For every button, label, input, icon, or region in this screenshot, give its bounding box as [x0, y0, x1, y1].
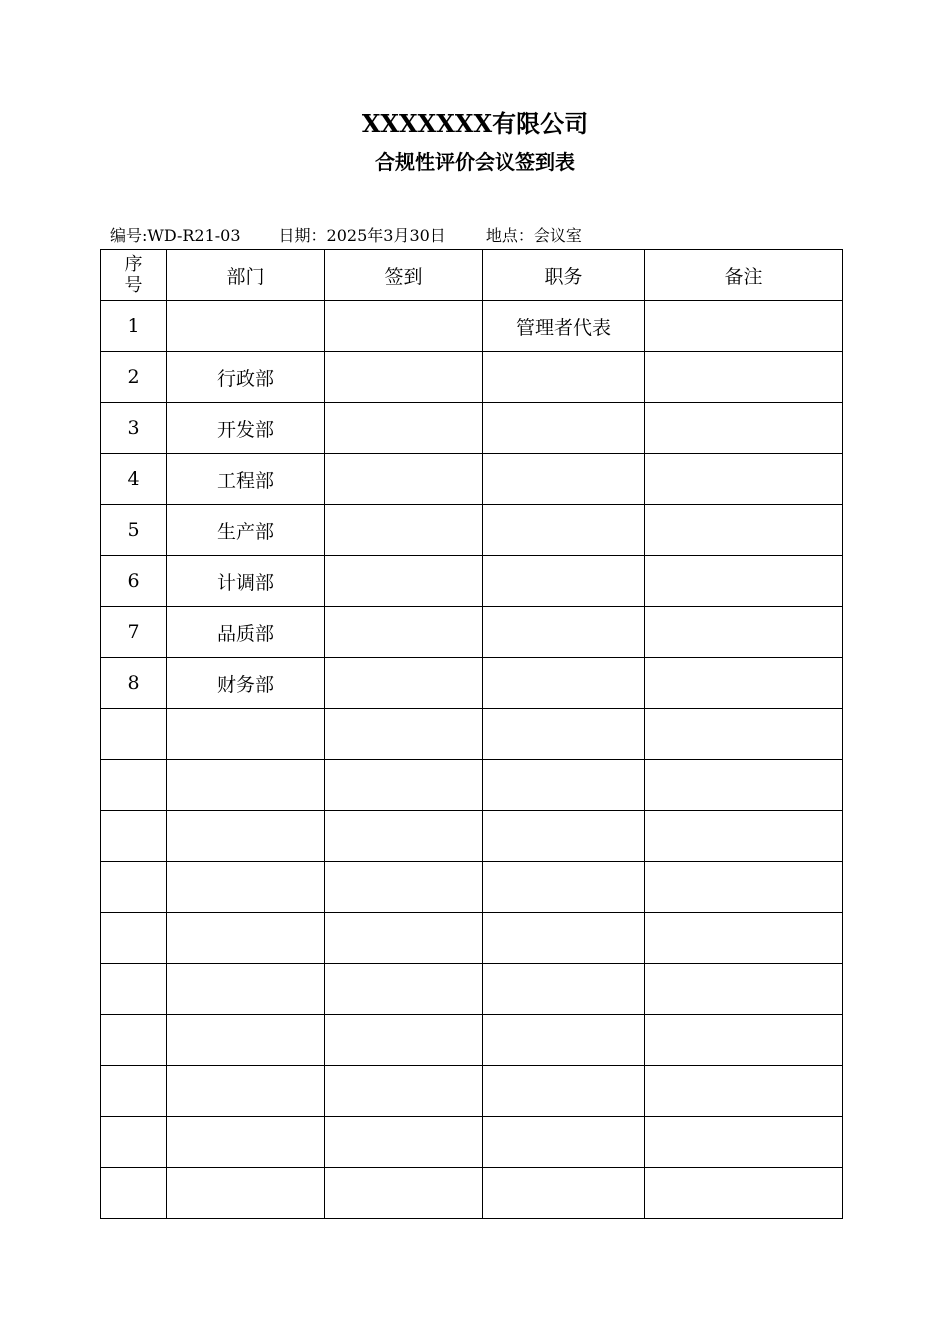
table-header-row: [101, 250, 843, 301]
row-note-cell[interactable]: [645, 1117, 843, 1168]
row-post-cell: [483, 709, 645, 760]
header-seq-line1: 序: [124, 254, 143, 275]
row-dept-cell: [167, 964, 325, 1015]
table-row: [101, 454, 843, 505]
row-post-cell: [483, 1117, 645, 1168]
meeting-location: 地点：会议室: [485, 226, 582, 245]
row-sign-cell[interactable]: [325, 1117, 483, 1168]
row-note-cell[interactable]: [645, 454, 843, 505]
row-dept-cell: 生产部: [167, 505, 325, 556]
row-dept-cell: [167, 913, 325, 964]
row-sign-cell[interactable]: [325, 301, 483, 352]
row-sign-cell[interactable]: [325, 1015, 483, 1066]
row-dept-cell: [167, 1015, 325, 1066]
row-seq-cell: [101, 811, 167, 862]
row-seq-cell: 7: [101, 607, 167, 658]
row-dept-cell: 计调部: [167, 556, 325, 607]
form-number: 编号:WD-R21-03: [110, 226, 241, 245]
row-seq-cell: 2: [101, 352, 167, 403]
row-seq-cell: [101, 1066, 167, 1117]
header-seq: [101, 250, 167, 301]
row-dept-cell: [167, 1117, 325, 1168]
row-post-cell: [483, 964, 645, 1015]
table-row: [101, 403, 843, 454]
header-seq-line2: 号: [124, 275, 143, 296]
table-row: [101, 760, 843, 811]
table-row: [101, 1117, 843, 1168]
row-dept-cell: [167, 1168, 325, 1219]
row-note-cell[interactable]: [645, 301, 843, 352]
row-dept-cell: [167, 1066, 325, 1117]
table-row: [101, 1066, 843, 1117]
row-note-cell[interactable]: [645, 352, 843, 403]
row-post-cell: [483, 658, 645, 709]
row-seq-cell: [101, 964, 167, 1015]
row-seq-cell: 1: [101, 301, 167, 352]
table-row: [101, 301, 843, 352]
sign-in-table: [100, 249, 843, 1219]
row-seq-cell: 3: [101, 403, 167, 454]
table-row: [101, 505, 843, 556]
table-row: [101, 1168, 843, 1219]
table-row: [101, 556, 843, 607]
row-seq-cell: [101, 862, 167, 913]
row-sign-cell[interactable]: [325, 454, 483, 505]
row-note-cell[interactable]: [645, 760, 843, 811]
row-seq-cell: 4: [101, 454, 167, 505]
row-post-cell: [483, 913, 645, 964]
table-row: [101, 862, 843, 913]
row-note-cell[interactable]: [645, 1015, 843, 1066]
row-note-cell[interactable]: [645, 862, 843, 913]
row-dept-cell: 工程部: [167, 454, 325, 505]
form-title: 合规性评价会议签到表: [375, 150, 575, 174]
row-post-cell: [483, 1015, 645, 1066]
row-post-cell: [483, 1066, 645, 1117]
row-sign-cell[interactable]: [325, 709, 483, 760]
row-seq-cell: [101, 913, 167, 964]
row-seq-cell: 5: [101, 505, 167, 556]
row-note-cell[interactable]: [645, 709, 843, 760]
meeting-date: 日期：2025年3月30日: [278, 226, 446, 245]
row-note-cell[interactable]: [645, 607, 843, 658]
row-sign-cell[interactable]: [325, 862, 483, 913]
row-post-cell: 管理者代表: [483, 301, 645, 352]
row-seq-cell: 6: [101, 556, 167, 607]
table-row: [101, 1015, 843, 1066]
row-sign-cell[interactable]: [325, 505, 483, 556]
row-sign-cell[interactable]: [325, 1066, 483, 1117]
row-post-cell: [483, 607, 645, 658]
header-dept: 部门: [167, 250, 325, 301]
row-seq-cell: [101, 1117, 167, 1168]
form-meta: [110, 225, 582, 247]
row-dept-cell: 开发部: [167, 403, 325, 454]
row-post-cell: [483, 811, 645, 862]
table-row: [101, 658, 843, 709]
row-post-cell: [483, 352, 645, 403]
company-title: XXXXXXX有限公司: [361, 109, 589, 138]
table-row: [101, 352, 843, 403]
row-sign-cell[interactable]: [325, 811, 483, 862]
row-sign-cell[interactable]: [325, 913, 483, 964]
row-post-cell: [483, 862, 645, 913]
row-sign-cell[interactable]: [325, 1168, 483, 1219]
row-post-cell: [483, 403, 645, 454]
table-row: [101, 964, 843, 1015]
row-seq-cell: [101, 1015, 167, 1066]
row-post-cell: [483, 556, 645, 607]
row-sign-cell[interactable]: [325, 760, 483, 811]
row-note-cell[interactable]: [645, 658, 843, 709]
row-dept-cell: 行政部: [167, 352, 325, 403]
row-note-cell[interactable]: [645, 913, 843, 964]
table-row: [101, 811, 843, 862]
table-row: [101, 709, 843, 760]
row-dept-cell: [167, 862, 325, 913]
row-sign-cell[interactable]: [325, 403, 483, 454]
header-sign: 签到: [325, 250, 483, 301]
row-note-cell[interactable]: [645, 1066, 843, 1117]
row-post-cell: [483, 454, 645, 505]
row-dept-cell: [167, 760, 325, 811]
row-note-cell[interactable]: [645, 811, 843, 862]
header-post: 职务: [483, 250, 645, 301]
table-row: [101, 607, 843, 658]
row-seq-cell: [101, 760, 167, 811]
row-seq-cell: [101, 1168, 167, 1219]
row-post-cell: [483, 760, 645, 811]
row-seq-cell: 8: [101, 658, 167, 709]
row-sign-cell[interactable]: [325, 607, 483, 658]
row-dept-cell: 品质部: [167, 607, 325, 658]
row-note-cell[interactable]: [645, 403, 843, 454]
row-dept-cell: [167, 301, 325, 352]
row-post-cell: [483, 505, 645, 556]
row-note-cell[interactable]: [645, 964, 843, 1015]
row-dept-cell: [167, 709, 325, 760]
row-sign-cell[interactable]: [325, 658, 483, 709]
header-note: 备注: [645, 250, 843, 301]
row-dept-cell: 财务部: [167, 658, 325, 709]
row-sign-cell[interactable]: [325, 352, 483, 403]
row-sign-cell[interactable]: [325, 556, 483, 607]
row-note-cell[interactable]: [645, 505, 843, 556]
row-note-cell[interactable]: [645, 556, 843, 607]
row-dept-cell: [167, 811, 325, 862]
row-seq-cell: [101, 709, 167, 760]
table-row: [101, 913, 843, 964]
row-note-cell[interactable]: [645, 1168, 843, 1219]
row-sign-cell[interactable]: [325, 964, 483, 1015]
row-post-cell: [483, 1168, 645, 1219]
